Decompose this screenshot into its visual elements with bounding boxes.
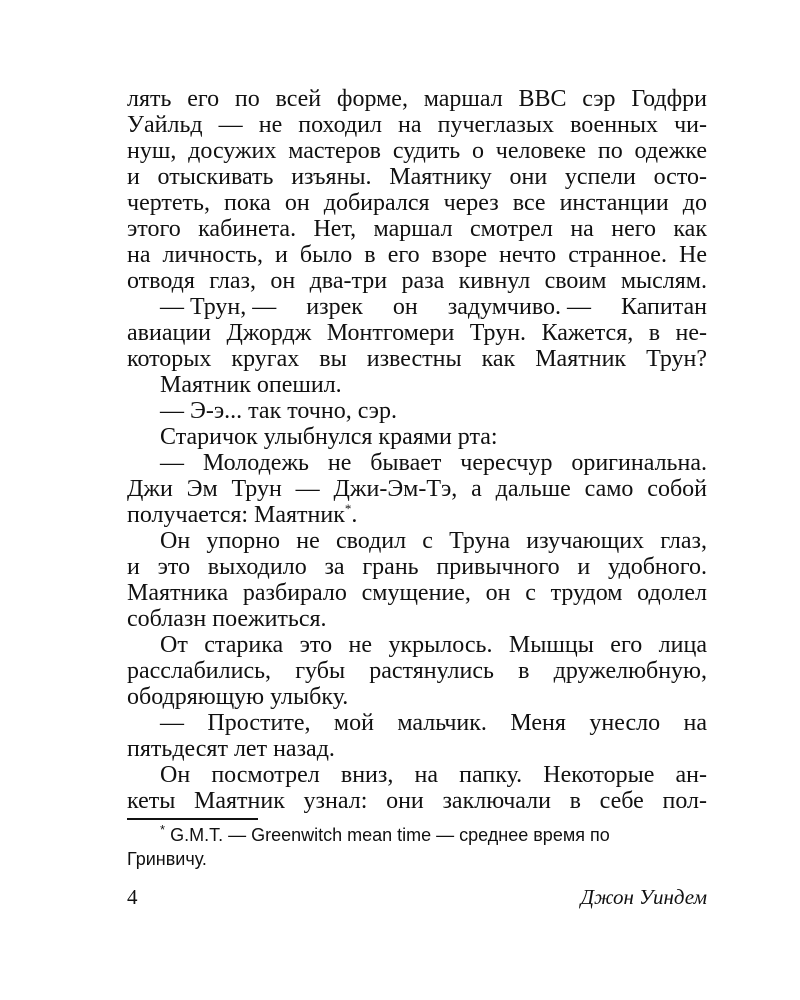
text-line: Старичок улыбнулся краями рта: <box>160 424 498 450</box>
text-line: и это выходило за грань привычного и удобного. <box>127 554 707 580</box>
text-line: — Молодежь не бывает чересчур оригинальна. <box>160 450 707 476</box>
text-line: кеты Маятник узнал: они заключали в себе пол- <box>127 788 707 814</box>
text-line: лять его по всей форме, маршал ВВС сэр Годфри <box>127 86 707 112</box>
text-line: ободряющую улыбку. <box>127 684 349 710</box>
text-line: которых кругах вы известны как Маятник Трун? <box>127 346 707 372</box>
text-line: Он посмотрел вниз, на папку. Некоторые ан- <box>160 762 707 788</box>
dialogue-part: он <box>392 294 418 320</box>
text-line: Маятника разбирало смущение, он с трудом одолел <box>127 580 707 606</box>
dialogue-part: изрек <box>306 294 363 320</box>
text-line: на личность, и было в его взоре нечто странное. Не <box>127 242 707 268</box>
text-fragment: получается: Маятник <box>127 502 345 528</box>
text-line: авиации Джордж Монтгомери Трун. Кажется, в не- <box>127 320 707 346</box>
footnote-line: Гринвичу. <box>127 849 207 869</box>
footnote-divider <box>127 818 258 820</box>
text-line: отводя глаз, он два-три раза кивнул своим мыслям. <box>127 268 707 294</box>
dialogue-part: Капитан <box>621 294 707 320</box>
footnote-text: G.M.T. — Greenwitch mean time — среднее время по <box>170 825 610 845</box>
footnote-mark: * <box>160 822 166 837</box>
text-line <box>127 502 707 528</box>
text-line: и отыскивать изъяны. Маятнику они успели осто- <box>127 164 707 190</box>
text-line: Джи Эм Трун — Джи-Эм-Тэ, а дальше само собой <box>127 476 707 502</box>
text-fragment: . <box>351 502 358 528</box>
footnote-ref: * <box>344 501 352 516</box>
text-line: нуш, досужих мастеров судить о человеке по одежке <box>127 138 707 164</box>
text-line: От старика это не укрылось. Мышцы его лица <box>160 632 707 658</box>
footnote-line <box>127 823 707 847</box>
text-line: соблазн поежиться. <box>127 606 327 632</box>
text-line <box>127 294 707 320</box>
text-line: — Э-э... так точно, сэр. <box>160 398 397 424</box>
text-line: — Простите, мой мальчик. Меня унесло на <box>160 710 707 736</box>
text-line: этого кабинета. Нет, маршал смотрел на него как <box>127 216 707 242</box>
text-line: пятьдесят лет назад. <box>127 736 335 762</box>
body-text <box>127 86 707 814</box>
footnote <box>127 823 707 871</box>
text-line: чертеть, пока он добирался через все инстанции до <box>127 190 707 216</box>
text-line: Уайльд — не походил на пучеглазых военных чи- <box>127 112 707 138</box>
dialogue-line <box>160 294 707 320</box>
running-author: Джон Уиндем <box>580 885 707 909</box>
text-line: Он упорно не сводил с Труна изучающих глаз, <box>160 528 707 554</box>
text-line: расслабились, губы растянулись в дружелюбную, <box>127 658 707 684</box>
dialogue-part: — Трун, — <box>160 294 277 320</box>
text-line: Маятник опешил. <box>160 372 342 398</box>
dialogue-part: задумчиво. — <box>447 294 592 320</box>
page-number: 4 <box>127 885 138 909</box>
page-footer <box>127 885 707 910</box>
